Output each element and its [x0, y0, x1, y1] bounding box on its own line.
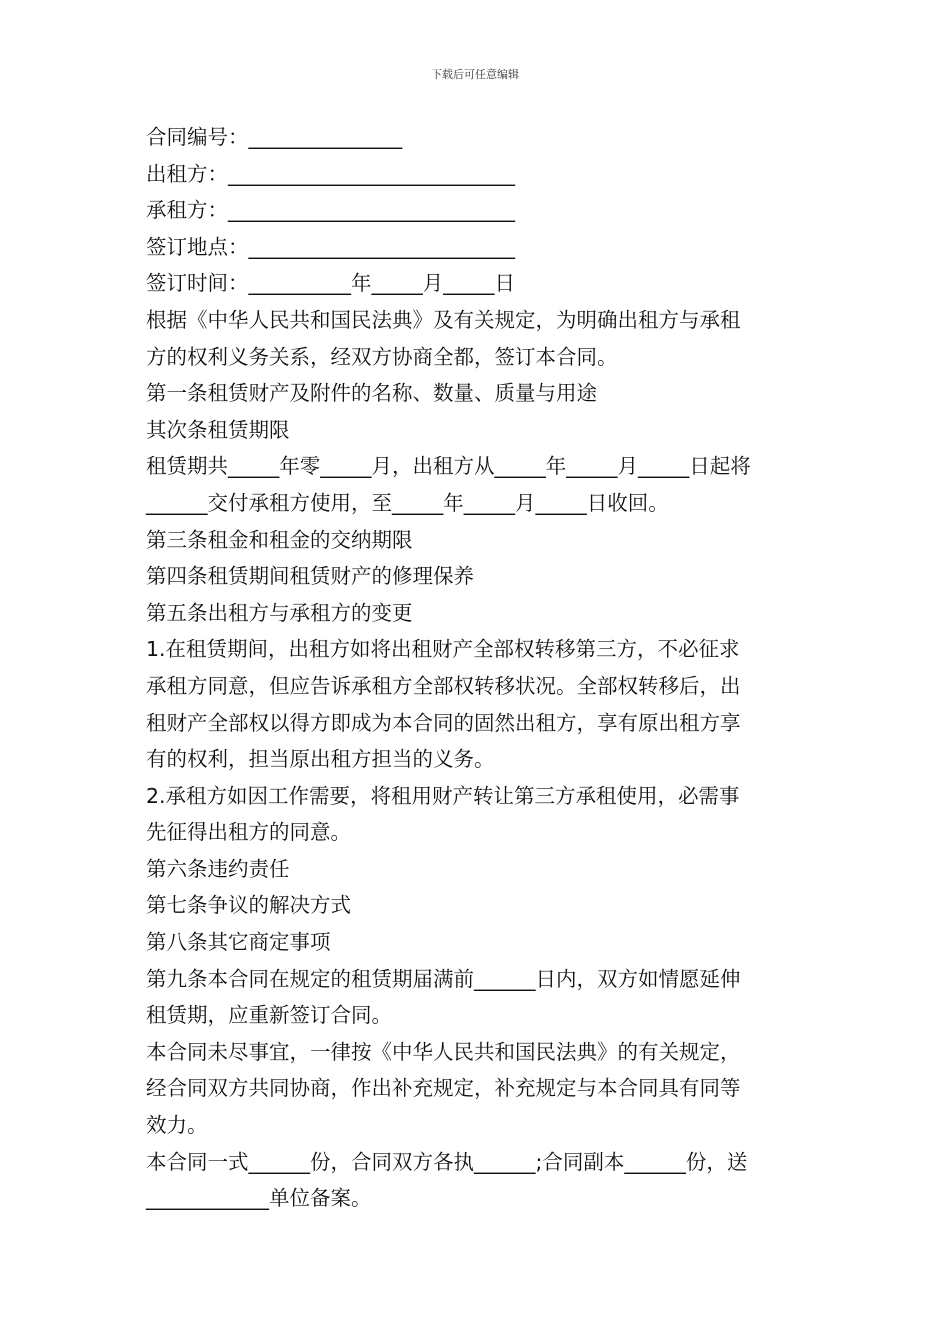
signing-date-line: 签订时间：__________年_____月_____日 — [146, 271, 515, 296]
article-heading: 第五条出租方与承租方的变更 — [146, 600, 413, 625]
article-heading: 第八条其它商定事项 — [146, 930, 331, 955]
text-line: 租赁期共_____年零_____月，出租方从_____年_____月_____日起将 — [146, 454, 751, 479]
lessee-line: 承租方：____________________________ — [146, 198, 515, 223]
signing-place-line: 签订地点：__________________________ — [146, 234, 515, 259]
text-line: 有的权利，担当原出租方担当的义务。 — [146, 747, 495, 772]
text-line: 承租方同意，但应告诉承租方全部权转移状况。全部权转移后，出 — [146, 673, 741, 698]
article-heading: 第三条租金和租金的交纳期限 — [146, 527, 413, 552]
text-line: 1.在租赁期间，出租方如将出租财产全部权转移第三方，不必征求 — [146, 637, 740, 662]
text-line: 本合同一式______份，合同双方各执______;合同副本______份，送 — [146, 1149, 748, 1174]
text-line: 效力。 — [146, 1113, 208, 1138]
text-line: ____________单位备案。 — [146, 1186, 372, 1211]
text-line: 2.承租方如因工作需要，将租用财产转让第三方承租使用，必需事 — [146, 783, 740, 808]
article-heading: 第六条违约责任 — [146, 856, 290, 881]
text-line: 经合同双方共同协商，作出补充规定，补充规定与本合同具有同等 — [146, 1076, 741, 1101]
article-heading: 第四条租赁期间租赁财产的修理保养 — [146, 564, 474, 589]
lessor-line: 出租方：____________________________ — [146, 161, 515, 186]
article-heading: 第一条租赁财产及附件的名称、数量、质量与用途 — [146, 381, 597, 406]
text-line: 第九条本合同在规定的租赁期届满前______日内，双方如情愿延伸 — [146, 966, 741, 991]
text-line: 先征得出租方的同意。 — [146, 820, 351, 845]
text-line: 根据《中华人民共和国民法典》及有关规定，为明确出租方与承租 — [146, 307, 741, 332]
text-line: 租赁期，应重新签订合同。 — [146, 1003, 392, 1028]
text-line: 租财产全部权以得方即成为本合同的固然出租方，享有原出租方享 — [146, 710, 741, 735]
article-heading: 第七条争议的解决方式 — [146, 893, 351, 918]
text-line: ______交付承租方使用，至_____年_____月_____日收回。 — [146, 490, 669, 515]
article-heading: 其次条租赁期限 — [146, 417, 290, 442]
contract-number-line: 合同编号：_______________ — [146, 125, 403, 149]
contract-body — [146, 119, 808, 1217]
text-line: 本合同未尽事宜，一律按《中华人民共和国民法典》的有关规定， — [146, 1039, 741, 1064]
text-line: 方的权利义务关系，经双方协商全都，签订本合同。 — [146, 344, 618, 369]
page-header: 下载后可任意编辑 — [431, 68, 519, 81]
